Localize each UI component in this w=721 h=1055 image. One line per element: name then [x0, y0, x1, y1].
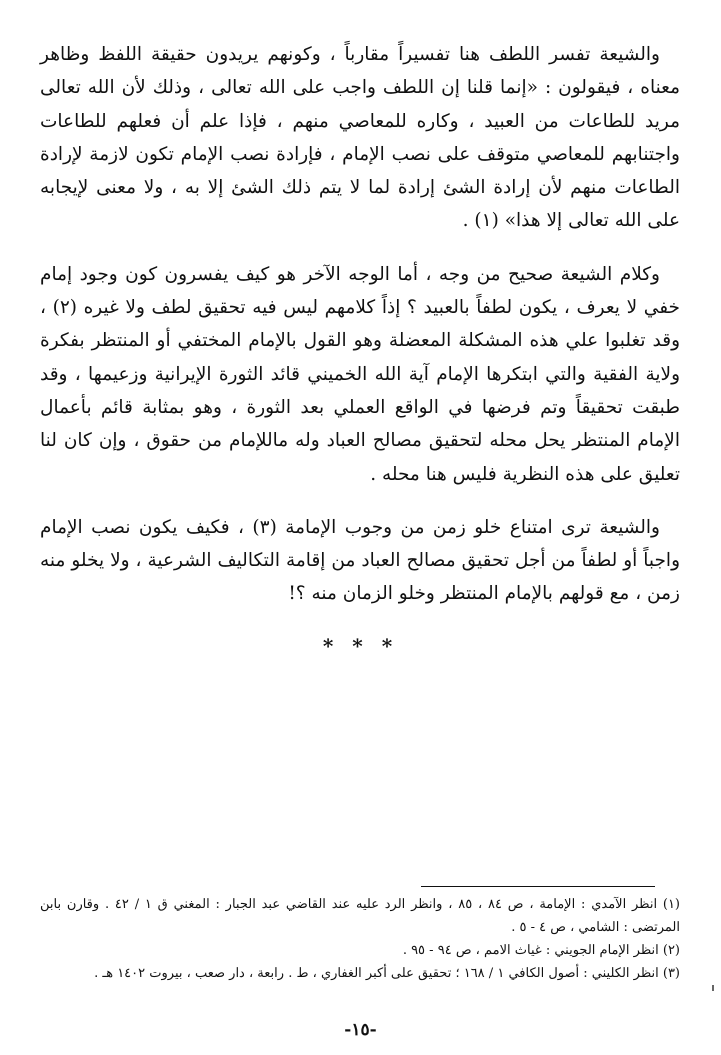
section-separator: * * * [322, 634, 399, 658]
paragraph-1: والشيعة تفسر اللطف هنا تفسيراً مقارباً ، وكونهم يريدون حقيقة اللفظ وظاهر معناه ، فيقولون : «إنما قلنا إن اللطف واجب على الله تعالى ، وذلك لأن الله تعالى مريد للطاعات من العبيد ، وكاره للمعاصي منهم ، فإذا علم أن فعلهم للطاعات واجتنابهم للمعاصي متوقف على نصب الإمام ، فإرادة نصب الإمام تكون لازمة لإرادة الطاعات منهم لأن إرادة الشئ إرادة لما لا يتم ذلك الشئ إلا به ، ولا معنى لإيجابه على الله تعالى إلا هذا» (١) . [40, 44, 680, 232]
paragraph-3: والشيعة ترى امتناع خلو زمن من وجوب الإمامة (٣) ، فكيف يكون نصب الإمام واجباً أو لطفاً من أجل تحقيق مصالح العباد من إقامة التكاليف الشرعية ، ولا يخلو منه زمن ، مع قولهم بالإمام المنتظر وخلو الزمان منه ؟! [40, 516, 680, 605]
main-text [40, 38, 680, 611]
footnote-1: (١) انظر الآمدي : الإمامة ، ص ٨٤ ، ٨٥ ، وانظر الرد عليه عند القاضي عبد الجبار : المغني ق ١ / ٤٢ . وقارن بابن المرتضى : الشامي ، ص ٤ - ٥ . [40, 897, 680, 935]
footnote-2: (٢) انظر الإمام الجويني : غياث الامم ، ص ٩٤ - ٩٥ . [402, 943, 680, 958]
footnote-divider [421, 886, 655, 887]
footnote-3: (٣) انظر الكليني : أصول الكافي ١ / ١٦٨ ؛ تحقيق على أكبر الغفاري ، ط . رابعة ، دار صعب ، بيروت ١٤٠٢ هـ . [94, 966, 680, 981]
paragraph-2: وكلام الشيعة صحيح من وجه ، أما الوجه الآخر هو كيف يفسرون كون وجود إمام خفي لا يعرف ، يكون لطفاً بالعبيد ؟ إذاً كلامهم ليس فيه تحقيق لطف ولا غيره (٢) ، وقد تغلبوا علي هذه المشكلة المعضلة وهو القول بالإمام المختفي أو المنتظر بفكرة ولاية الفقية والتي ابتكرها الإمام آية الله الخميني قائد الثورة الإيرانية وزعيمها ، وقد طبقت تحقيقاً وتم فرضها في الواقع العملي بعد الثورة ، وهو بمثابة قائم بأعمال الإمام المنتظر يحل محله لتحقيق مصالح العباد وله ماللإمام من حقوق ، وإن كان لنا تعليق على هذه النظرية فليس هنا محله . [40, 263, 680, 485]
footnotes [40, 893, 680, 985]
scan-speck [712, 985, 714, 991]
page-number: -١٥- [344, 1020, 377, 1040]
